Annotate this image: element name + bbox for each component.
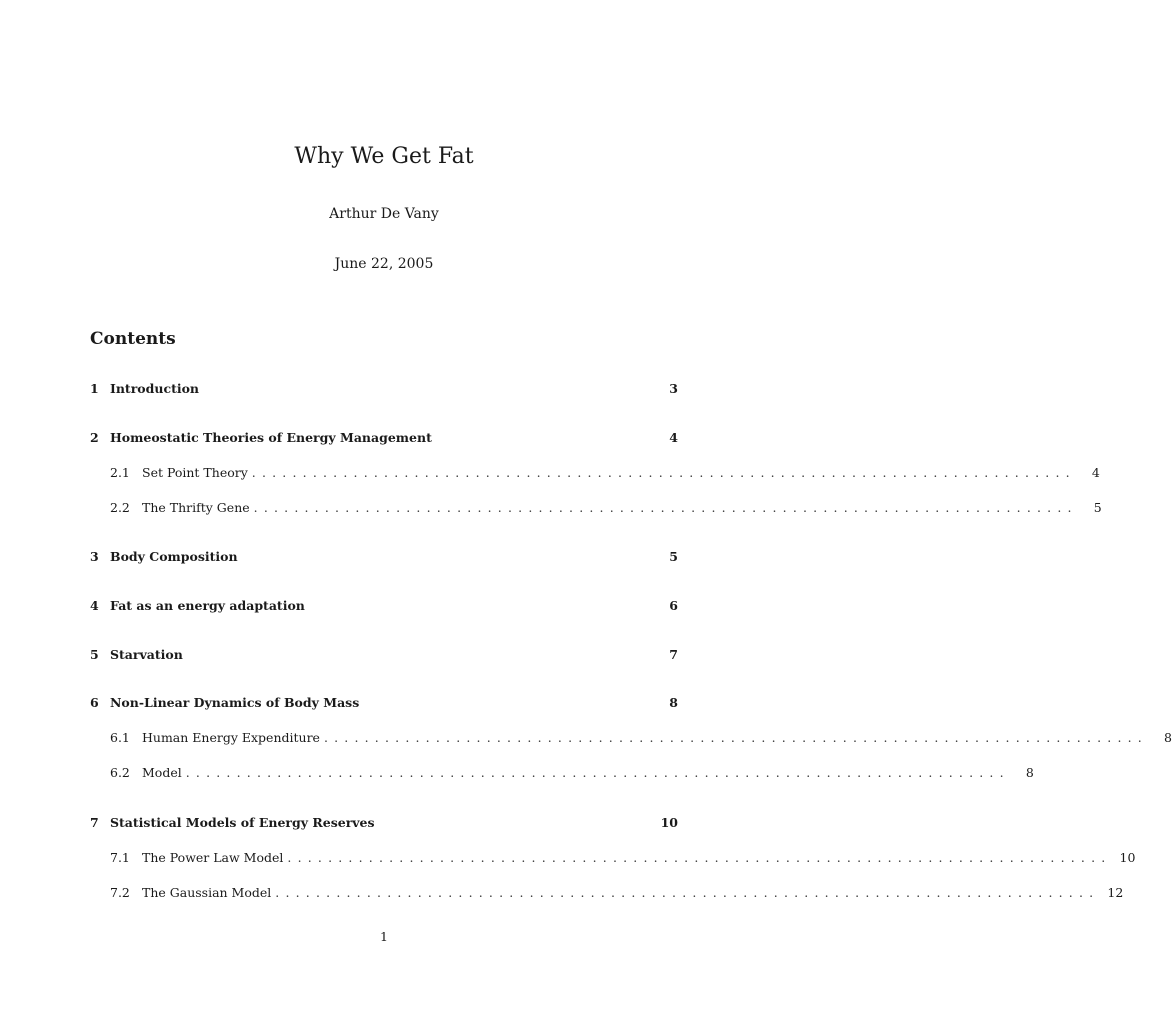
toc-number: 1 (90, 381, 99, 396)
toc-number: 4 (90, 598, 99, 613)
toc-page: 8 (1025, 765, 1034, 780)
toc-page: 10 (660, 815, 678, 830)
toc-page: 4 (1091, 465, 1100, 480)
toc-page: 8 (1164, 730, 1172, 745)
dot-leader: ................................................................................. (323, 730, 1148, 745)
toc-label: The Power Law Model (142, 850, 284, 865)
toc-section-starvation[interactable] (90, 645, 678, 665)
toc-page: 5 (669, 549, 678, 564)
toc-number: 2.1 (110, 465, 130, 480)
toc-label: Fat as an energy adaptation (110, 598, 305, 613)
toc-section-introduction[interactable] (90, 379, 678, 399)
toc-page: 7 (669, 647, 678, 662)
toc-section-homeostatic-theories[interactable] (90, 428, 678, 448)
toc-number: 6 (90, 695, 99, 710)
toc-label: Statistical Models of Energy Reserves (110, 815, 375, 830)
toc-number: 2 (90, 430, 99, 445)
toc-section-statistical-models[interactable] (90, 813, 678, 833)
toc-section-fat-energy-adaptation[interactable] (90, 596, 678, 616)
toc-label: The Gaussian Model (142, 885, 272, 900)
toc-number: 2.2 (110, 500, 130, 515)
toc-label: The Thrifty Gene (142, 500, 250, 515)
toc-subsection-power-law-model[interactable] (110, 848, 1136, 868)
toc-label: Human Energy Expenditure (142, 730, 320, 745)
toc-subsection-thrifty-gene[interactable] (110, 498, 1102, 518)
toc-page: 4 (669, 430, 678, 445)
toc-subsection-model[interactable] (110, 763, 1034, 783)
document-date: June 22, 2005 (334, 256, 434, 272)
document-title: Why We Get Fat (294, 144, 474, 169)
toc-section-body-composition[interactable] (90, 547, 678, 567)
toc-page: 5 (1093, 500, 1102, 515)
toc-label: Model (142, 765, 182, 780)
toc-subsection-human-energy-expenditure[interactable] (110, 728, 1172, 748)
dot-leader: ................................................................................. (275, 885, 1100, 900)
dot-leader: ................................................................................. (253, 500, 1078, 515)
toc-page: 12 (1107, 885, 1124, 900)
toc-number: 6.1 (110, 730, 130, 745)
toc-page: 8 (669, 695, 678, 710)
dot-leader: ................................................................................. (287, 850, 1112, 865)
toc-label: Starvation (110, 647, 183, 662)
toc-label: Introduction (110, 381, 200, 396)
document-author: Arthur De Vany (329, 206, 439, 222)
dot-leader: ................................................................................. (251, 465, 1076, 480)
toc-number: 7.2 (110, 885, 130, 900)
toc-number: 7 (90, 815, 99, 830)
toc-subsection-gaussian-model[interactable] (110, 883, 1124, 903)
dot-leader: ................................................................................. (185, 765, 1010, 780)
toc-label: Non-Linear Dynamics of Body Mass (110, 695, 360, 710)
contents-heading: Contents (90, 329, 176, 349)
toc-number: 6.2 (110, 765, 130, 780)
toc-page: 3 (669, 381, 678, 396)
toc-label: Set Point Theory (142, 465, 248, 480)
toc-section-non-linear-dynamics[interactable] (90, 693, 678, 713)
toc-number: 7.1 (110, 850, 130, 865)
toc-page: 6 (669, 598, 678, 613)
toc-label: Homeostatic Theories of Energy Management (110, 430, 432, 445)
toc-number: 3 (90, 549, 99, 564)
toc-number: 5 (90, 647, 99, 662)
page-number: 1 (380, 929, 388, 944)
toc-label: Body Composition (110, 549, 238, 564)
toc-page: 10 (1119, 850, 1136, 865)
toc-subsection-set-point-theory[interactable] (110, 463, 1100, 483)
